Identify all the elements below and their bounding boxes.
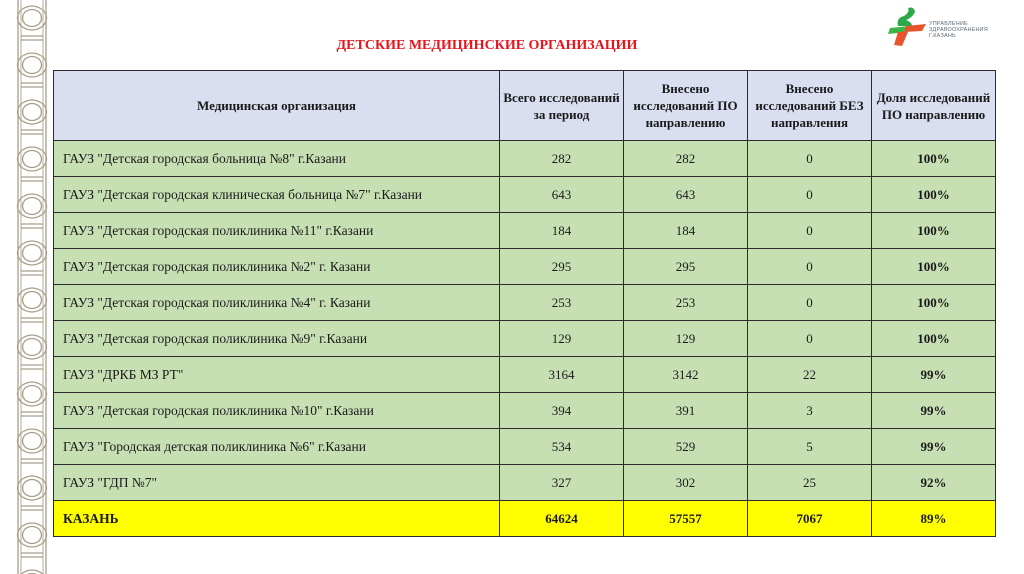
cell-total: 282 bbox=[500, 141, 624, 177]
cell-share: 100% bbox=[872, 321, 996, 357]
cell-total: 129 bbox=[500, 321, 624, 357]
cell-with-referral: 184 bbox=[624, 213, 748, 249]
table-row bbox=[54, 321, 996, 357]
cell-organization: ГАУЗ "ДРКБ МЗ РТ" bbox=[54, 357, 500, 393]
cell-without-referral: 25 bbox=[748, 465, 872, 501]
table-row bbox=[54, 285, 996, 321]
logo-line-2: ЗДРАВООХРАНЕНИЯ bbox=[929, 27, 988, 33]
cell-without-referral: 0 bbox=[748, 141, 872, 177]
column-header-share: Доля исследований ПО направлению bbox=[872, 71, 996, 141]
table-row bbox=[54, 213, 996, 249]
cell-without-referral: 5 bbox=[748, 429, 872, 465]
cell-share: 99% bbox=[872, 393, 996, 429]
column-header-organization: Медицинская организация bbox=[54, 71, 500, 141]
cell-organization: ГАУЗ "Детская городская поликлиника №10" г.Казани bbox=[54, 393, 500, 429]
cell-organization: ГАУЗ "Детская городская поликлиника №11" г.Казани bbox=[54, 213, 500, 249]
cell-total: 327 bbox=[500, 465, 624, 501]
cell-organization: ГАУЗ "Детская городская клиническая больница №7" г.Казани bbox=[54, 177, 500, 213]
cell-total: 534 bbox=[500, 429, 624, 465]
medical-organizations-table bbox=[53, 70, 996, 537]
cell-total: 253 bbox=[500, 285, 624, 321]
cell-share: 100% bbox=[872, 285, 996, 321]
column-header-total: Всего исследований за период bbox=[500, 71, 624, 141]
cell-organization: ГАУЗ "Детская городская поликлиника №2" г. Казани bbox=[54, 249, 500, 285]
cell-with-referral: 295 bbox=[624, 249, 748, 285]
logo-line-1: УПРАВЛЕНИЕ bbox=[929, 21, 968, 27]
table-header-row bbox=[54, 71, 996, 141]
cell-share: 100% bbox=[872, 249, 996, 285]
cell-share: 100% bbox=[872, 141, 996, 177]
cell-total: 643 bbox=[500, 177, 624, 213]
cell-with-referral: 282 bbox=[624, 141, 748, 177]
cell-organization: ГАУЗ "ГДП №7" bbox=[54, 465, 500, 501]
cell-organization: ГАУЗ "Детская городская поликлиника №9" г.Казани bbox=[54, 321, 500, 357]
table-row bbox=[54, 465, 996, 501]
column-header-with-referral: Внесено исследований ПО направлению bbox=[624, 71, 748, 141]
cell-without-referral: 22 bbox=[748, 357, 872, 393]
logo-line-3: Г.КАЗАНЬ bbox=[929, 33, 956, 39]
cell-without-referral: 3 bbox=[748, 393, 872, 429]
column-header-without-referral: Внесено исследований БЕЗ направления bbox=[748, 71, 872, 141]
ornament-border-icon bbox=[14, 0, 50, 574]
cell-total: 394 bbox=[500, 393, 624, 429]
cell-without-referral: 0 bbox=[748, 213, 872, 249]
cell-organization: ГАУЗ "Детская городская поликлиника №4" г. Казани bbox=[54, 285, 500, 321]
cell-with-referral: 253 bbox=[624, 285, 748, 321]
cell-without-referral: 0 bbox=[748, 249, 872, 285]
table-row bbox=[54, 177, 996, 213]
table-row bbox=[54, 357, 996, 393]
cell-with-referral: 3142 bbox=[624, 357, 748, 393]
cell-share: 100% bbox=[872, 213, 996, 249]
cell-total: 184 bbox=[500, 213, 624, 249]
cell-with-referral-sum: 57557 bbox=[624, 501, 748, 537]
cell-total: 3164 bbox=[500, 357, 624, 393]
cell-share-total: 89% bbox=[872, 501, 996, 537]
cell-without-referral: 0 bbox=[748, 177, 872, 213]
table-total-row bbox=[54, 501, 996, 537]
cell-without-referral: 0 bbox=[748, 285, 872, 321]
cell-share: 99% bbox=[872, 357, 996, 393]
cell-with-referral: 643 bbox=[624, 177, 748, 213]
cell-share: 92% bbox=[872, 465, 996, 501]
cell-with-referral: 391 bbox=[624, 393, 748, 429]
cell-organization-total: КАЗАНЬ bbox=[54, 501, 500, 537]
cell-organization: ГАУЗ "Городская детская поликлиника №6" г.Казани bbox=[54, 429, 500, 465]
table-row bbox=[54, 429, 996, 465]
cell-share: 100% bbox=[872, 177, 996, 213]
logo-caption bbox=[929, 21, 988, 39]
cell-total: 295 bbox=[500, 249, 624, 285]
cell-with-referral: 529 bbox=[624, 429, 748, 465]
table-row bbox=[54, 249, 996, 285]
table-row bbox=[54, 393, 996, 429]
page-title: ДЕТСКИЕ МЕДИЦИНСКИЕ ОРГАНИЗАЦИИ bbox=[336, 38, 638, 53]
cell-without-referral-sum: 7067 bbox=[748, 501, 872, 537]
cell-without-referral: 0 bbox=[748, 321, 872, 357]
cell-with-referral: 302 bbox=[624, 465, 748, 501]
table-row bbox=[54, 141, 996, 177]
cell-total-sum: 64624 bbox=[500, 501, 624, 537]
cell-share: 99% bbox=[872, 429, 996, 465]
cell-organization: ГАУЗ "Детская городская больница №8" г.Казани bbox=[54, 141, 500, 177]
cell-with-referral: 129 bbox=[624, 321, 748, 357]
